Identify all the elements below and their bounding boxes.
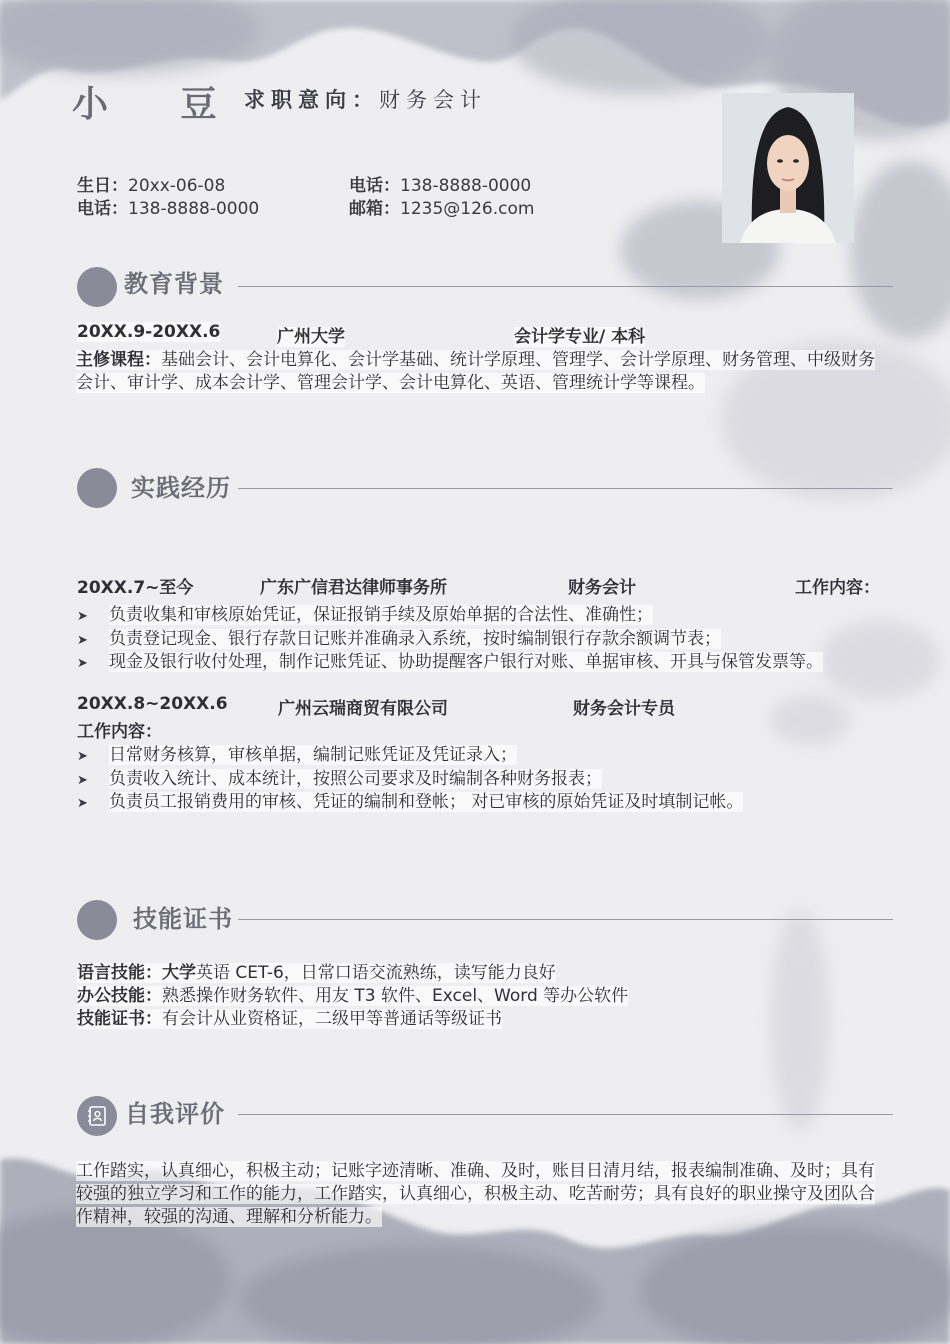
self-eval-title: 自我评价 — [125, 1100, 225, 1128]
education-period: 20XX.9-20XX.6 — [77, 322, 221, 342]
email-value: 1235@126.com — [400, 199, 535, 219]
arrow-right-icon: ➤ — [77, 773, 88, 788]
education-courses — [76, 349, 888, 395]
address-book-icon — [77, 1096, 117, 1136]
phone-info — [77, 194, 259, 219]
job2-item: ➤ 负责收入统计、成本统计，按照公司要求及时编制各种财务报表； — [77, 769, 602, 789]
skill-certificate: 技能证书：有会计从业资格证，二级甲等普通话等级证书 — [77, 1009, 502, 1029]
arrow-right-icon: ➤ — [77, 609, 88, 624]
arrow-right-icon: ➤ — [77, 633, 88, 648]
job2-content-label: 工作内容： — [77, 722, 162, 742]
courses-text: 基础会计、会计电算化、会计学基础、统计学原理、管理学、会计学原理、财务管理、中级财务会计、审计学、成本会计学、管理会计学、会计电算化、英语、管理统计学等课程。 — [76, 350, 875, 393]
education-circle-icon — [77, 267, 117, 307]
job2-period: 20XX.8~20XX.6 — [77, 694, 228, 714]
job1-item: ➤ 现金及银行收付处理，制作记账凭证、协助提醒客户银行对账、单据审核、开具与保管发票等。 — [77, 652, 823, 672]
phone2-label: 电话： — [349, 176, 400, 196]
self-eval-text: 工作踏实，认真细心，积极主动；记账字迹清晰、准确、及时，账目日清月结，报表编制准确、及时；具有较强的独立学习和工作的能力，工作踏实，认真细心，积极主动、吃苦耐劳；具有良好的职业操守及团队合作精神，较强的沟通、理解和分析能力。 — [76, 1161, 875, 1227]
birth-label: 生日： — [77, 176, 128, 196]
courses-label: 主修课程： — [76, 350, 161, 370]
email-label: 邮箱： — [349, 199, 400, 219]
phone2-value: 138-8888-0000 — [400, 176, 532, 196]
birth-info — [77, 171, 225, 196]
job1-item: ➤ 负责收集和审核原始凭证，保证报销手续及原始单据的合法性、准确性； — [77, 605, 653, 625]
job1-company: 广东广信君达律师事务所 — [260, 578, 447, 598]
phone-value: 138-8888-0000 — [128, 199, 260, 219]
education-divider — [238, 286, 893, 287]
job-intent — [244, 84, 487, 114]
skills-title: 技能证书 — [133, 905, 233, 933]
arrow-right-icon: ➤ — [77, 796, 88, 811]
job-intent-value: 财务会计 — [379, 88, 487, 112]
job2-role: 财务会计专员 — [573, 699, 675, 719]
education-major: 会计学专业/ 本科 — [514, 327, 646, 347]
candidate-name: 小 豆 — [72, 84, 247, 125]
phone-label: 电话： — [77, 199, 128, 219]
skill-language: 语言技能：大学英语 CET-6，日常口语交流熟练，读写能力良好 — [77, 963, 556, 983]
skill-office: 办公技能：熟悉操作财务软件、用友 T3 软件、Excel、Word 等办公软件 — [77, 986, 629, 1006]
arrow-right-icon: ➤ — [77, 749, 88, 764]
profile-photo — [722, 93, 854, 243]
job2-company: 广州云瑞商贸有限公司 — [278, 699, 448, 719]
skills-circle-icon — [77, 900, 117, 940]
practice-title: 实践经历 — [131, 474, 231, 502]
job1-content-label: 工作内容： — [795, 578, 880, 598]
birth-value: 20xx-06-08 — [128, 176, 226, 196]
education-title: 教育背景 — [124, 270, 224, 298]
job1-item: ➤ 负责登记现金、银行存款日记账并准确录入系统，按时编制银行存款余额调节表； — [77, 629, 721, 649]
phone2-info — [349, 171, 531, 196]
practice-circle-icon — [77, 468, 117, 508]
job2-item: ➤ 日常财务核算，审核单据，编制记账凭证及凭证录入； — [77, 745, 517, 765]
job1-period: 20XX.7~至今 — [77, 578, 194, 598]
arrow-right-icon: ➤ — [77, 656, 88, 671]
job1-role: 财务会计 — [568, 578, 636, 598]
practice-divider — [238, 488, 893, 489]
self-eval-divider — [238, 1114, 893, 1115]
job-intent-label: 求职意向： — [244, 88, 379, 112]
job2-item: ➤ 负责员工报销费用的审核、凭证的编制和登帐； 对已审核的原始凭证及时填制记帐。 — [77, 792, 744, 812]
education-school: 广州大学 — [277, 327, 345, 347]
skills-divider — [238, 919, 893, 920]
email-info — [349, 194, 534, 219]
